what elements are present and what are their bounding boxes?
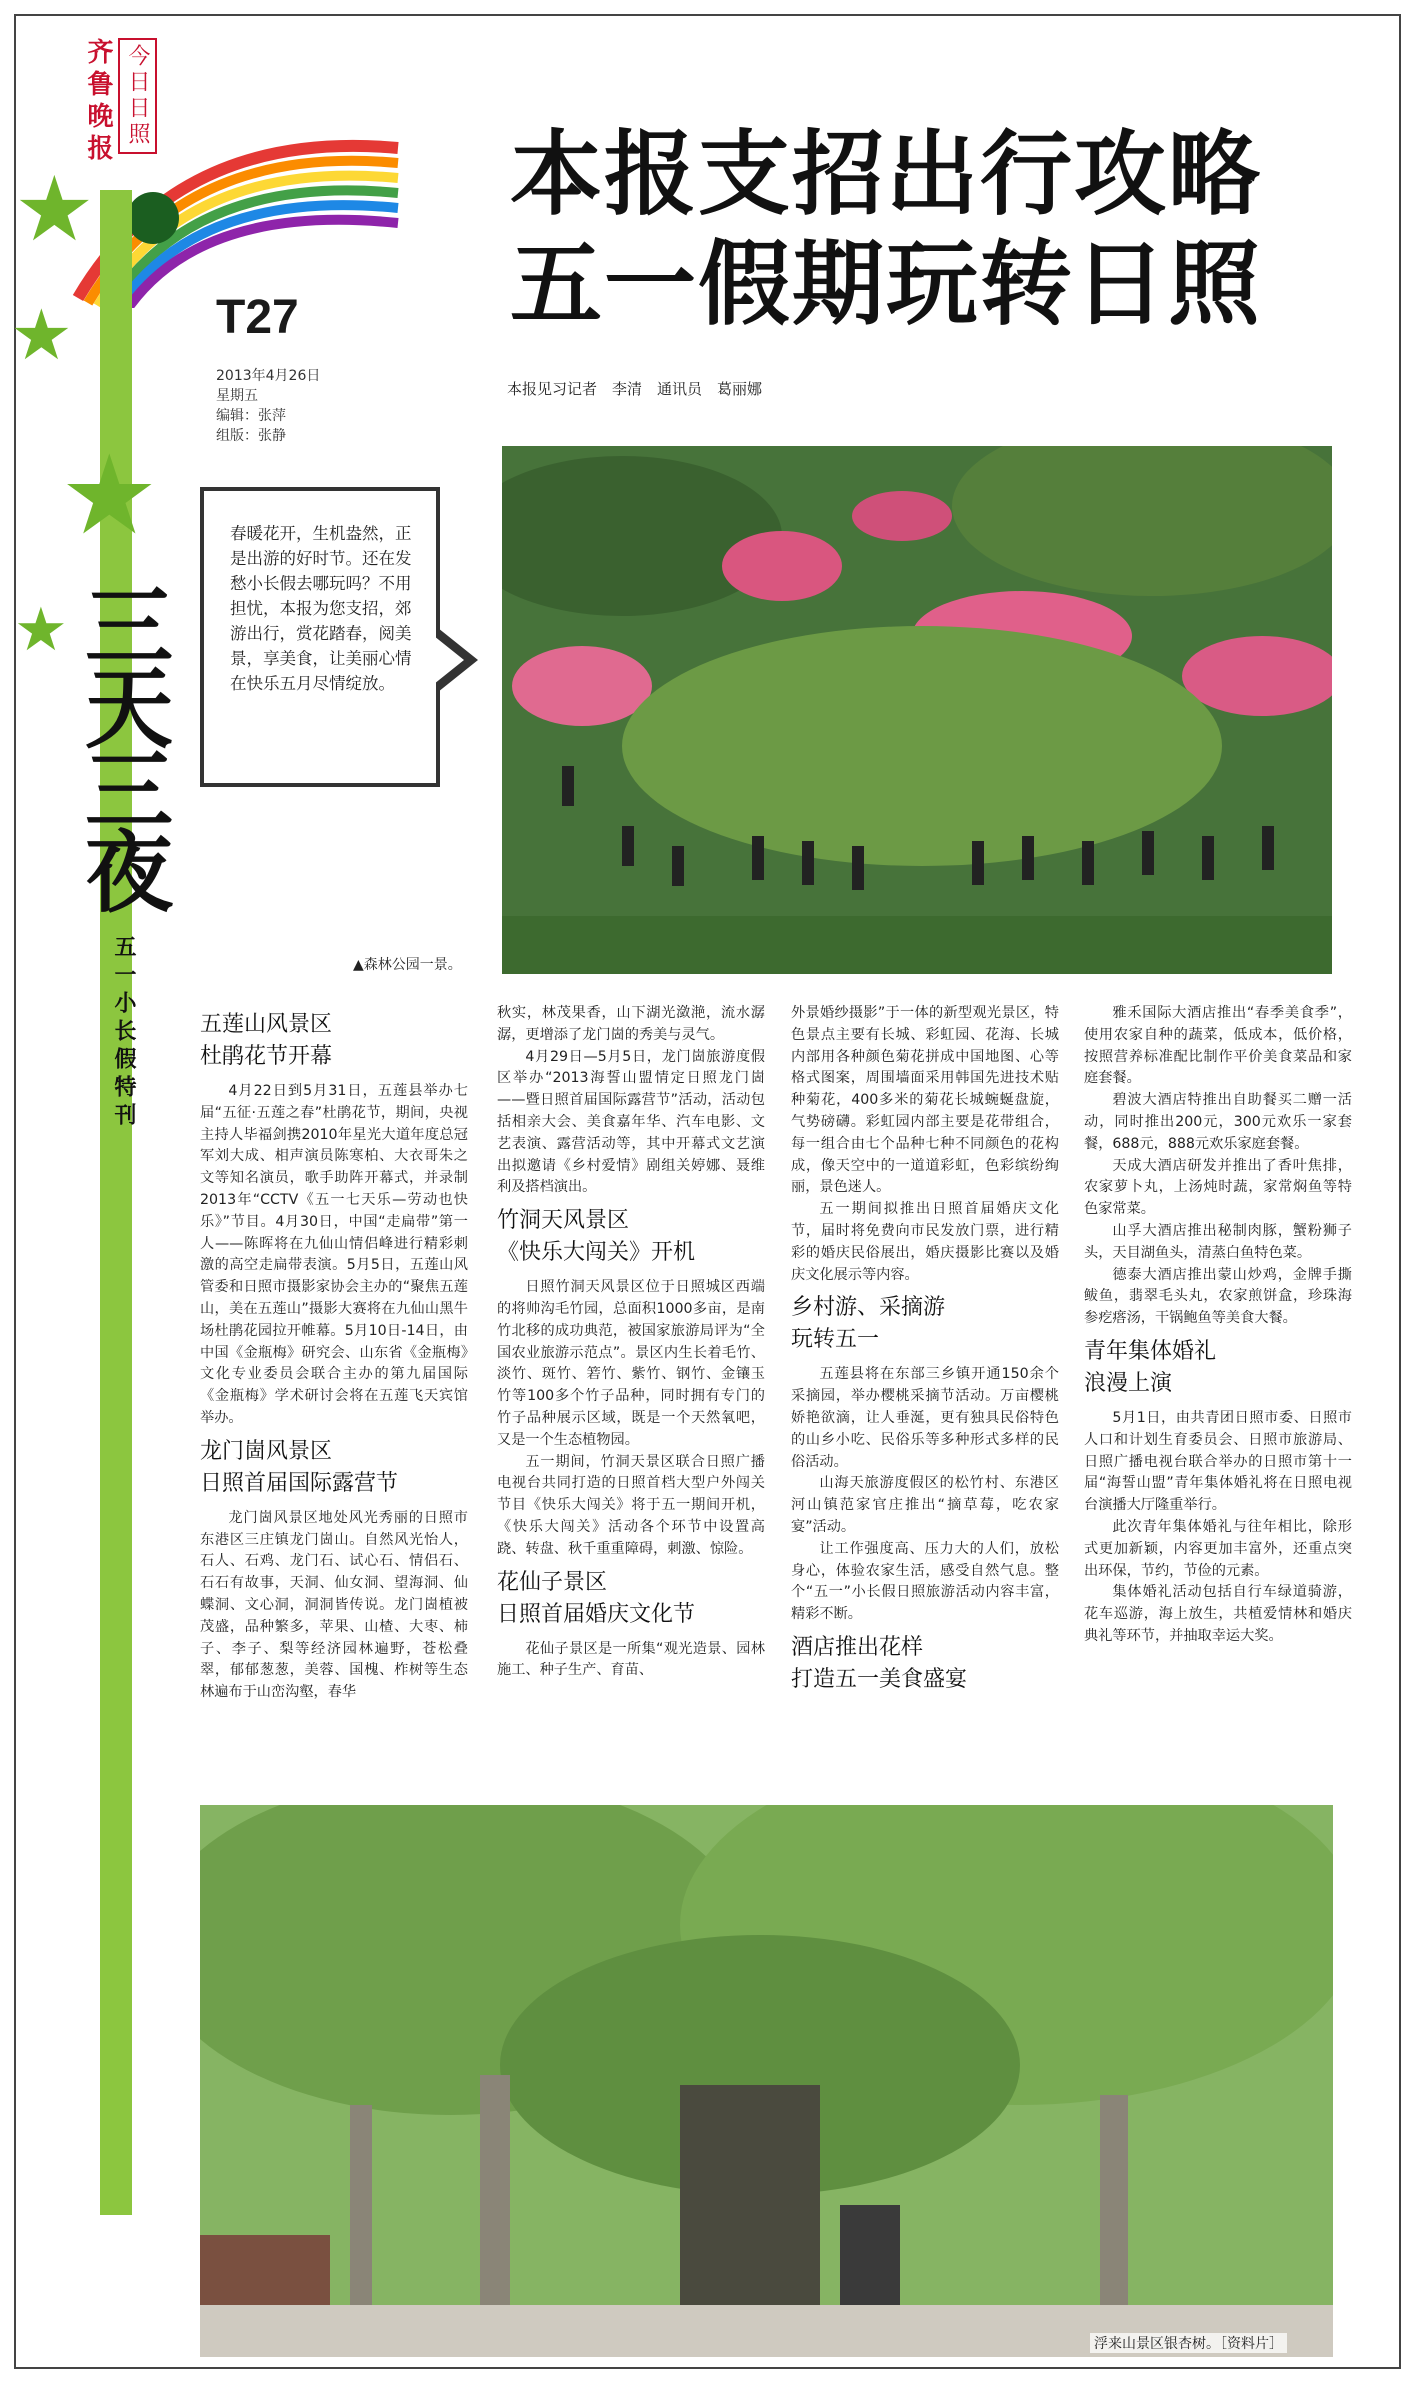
paragraph: 秋实，林茂果香，山下湖光潋滟，流水潺潺，更增添了龙门崮的秀美与灵气。 bbox=[497, 1005, 765, 1043]
page-meta bbox=[216, 366, 320, 446]
ginkgo-tree-image bbox=[200, 1805, 1333, 2357]
paragraph: 此次青年集体婚礼与往年相比，除形式更加新颖，内容更加丰富外，还重点突出环保，节约，节俭的元素。 bbox=[1084, 1518, 1352, 1579]
article-column-2 bbox=[497, 1003, 765, 1682]
section-heading bbox=[497, 1205, 765, 1269]
paragraph: 山海天旅游度假区的松竹村、东港区河山镇范家官庄推出“摘草莓，吃农家宴”活动。 bbox=[791, 1475, 1059, 1535]
paragraph: 4月29日—5月5日，龙门崮旅游度假区举办“2013海誓山盟情定日照龙门崮——暨日照首届国际露营节”活动，活动包括相亲大会、美食嘉年华、汽车电影、文艺表演、露营活动等，其中开幕式文艺演出拟邀请《乡村爱情》剧组关婷娜、聂维利及搭档演出。 bbox=[497, 1048, 765, 1196]
heading-line: 打造五一美食盛宴 bbox=[791, 1666, 968, 1692]
paragraph: 龙门崮风景区地处风光秀丽的日照市东港区三庄镇龙门崮山。自然风光怡人，石人、石鸡、龙门石、试心石、情侣石、石石有故事，天洞、仙女洞、望海洞、仙蝶洞、文心洞，洞洞皆传说。龙门崮植被茂盛，品种繁多，苹果、山楂、大枣、柿子、李子、梨等经济园林遍野，苍松叠翠，郁郁葱葱，美蓉、国槐、柞树等生态林遍布于山峦沟壑，春华 bbox=[200, 1509, 468, 1701]
section-tag: 今日日照 bbox=[118, 38, 157, 154]
issue-date: 2013年4月26日 bbox=[216, 368, 321, 384]
star-icon: ★ bbox=[14, 595, 68, 665]
byline: 本报见习记者 李清 通讯员 葛丽娜 bbox=[507, 380, 763, 398]
star-icon: ★ bbox=[10, 294, 73, 376]
star-icon: ★ bbox=[60, 431, 159, 559]
headline bbox=[510, 120, 1262, 340]
forest-park-photo bbox=[502, 446, 1332, 974]
paragraph: 4月22日到5月31日，五莲县举办七届“五征·五莲之春”杜鹃花节，期间，央视主持人毕福剑携2010年星光大道年度总冠军刘大成、相声演员陈寒柏、大衣哥朱之文等知名演员，歌手助阵开幕式，并录制2013年“CCTV《五一七天乐—劳动也快乐》”节目。4月30日，中国“走扁带”第一人——陈晖将在九仙山情侣峰进行精彩刺激的高空走扁带表演。5月5日，五莲山风管委和日照市摄影家协会主办的“聚焦五莲山，美在五莲山”摄影大赛将在九仙山黑牛场杜鹃花园拉开帷幕。5月10日-14日，由中国《金瓶梅》研究会、山东省《金瓶梅》文化专业委员会联合主办的第九届国际《金瓶梅》学术研讨会将在五莲飞天宾馆举办。 bbox=[200, 1083, 468, 1426]
paragraph: 碧波大酒店特推出自助餐买二赠一活动，同时推出200元，300元欢乐一家套餐，688元，888元欢乐家庭套餐。 bbox=[1084, 1092, 1352, 1152]
heading-line: 日照首届婚庆文化节 bbox=[497, 1601, 696, 1627]
section-heading bbox=[1084, 1336, 1352, 1400]
top-photo-caption: ▲森林公园一景。 bbox=[353, 957, 462, 973]
heading-line: 日照首届国际露营节 bbox=[200, 1470, 399, 1496]
paper-name: 齐鲁晚报 bbox=[83, 38, 113, 166]
intro-box bbox=[200, 487, 440, 787]
paragraph: 山孚大酒店推出秘制肉豚，蟹粉狮子头，天目湖鱼头，清蒸白鱼特色菜。 bbox=[1084, 1222, 1352, 1261]
heading-line: 青年集体婚礼 bbox=[1084, 1338, 1217, 1364]
feature-vertical-title: 三天三夜 bbox=[71, 580, 175, 908]
page-number: T27 bbox=[216, 291, 299, 344]
section-heading bbox=[200, 1009, 468, 1073]
heading-line: 杜鹃花节开幕 bbox=[200, 1044, 333, 1069]
heading-line: 《快乐大闯关》开机 bbox=[497, 1240, 696, 1266]
heading-line: 五莲山风景区 bbox=[200, 1012, 333, 1037]
feature-vertical-subtitle: 五一小长假特刊 bbox=[111, 935, 136, 1131]
paragraph: 花仙子景区是一所集“观光造景、园林施工、种子生产、育苗、 bbox=[497, 1640, 765, 1679]
issue-weekday: 星期五 bbox=[216, 388, 258, 404]
paragraph: 让工作强度高、压力大的人们，放松身心，体验农家生活，感受自然气息。整个“五一”小长假日照旅游活动内容丰富，精彩不断。 bbox=[791, 1540, 1059, 1623]
section-heading bbox=[497, 1567, 765, 1631]
ginkgo-tree-photo bbox=[200, 1805, 1333, 2357]
speech-bubble-tail-inner bbox=[424, 628, 464, 692]
section-heading bbox=[791, 1632, 1059, 1696]
paragraph: 5月1日，由共青团日照市委、日照市人口和计划生育委员会、日照市旅游局、日照广播电视台联合举办的日照市第十一届“海誓山盟”青年集体婚礼将在日照电视台演播大厅隆重举行。 bbox=[1084, 1409, 1352, 1514]
bottom-photo-caption: 浮来山景区银杏树。［资料片］ bbox=[1090, 2333, 1287, 2353]
heading-line: 玩转五一 bbox=[791, 1327, 880, 1353]
section-heading bbox=[791, 1292, 1059, 1356]
article-column-4 bbox=[1084, 1003, 1352, 1648]
paragraph: 德泰大酒店推出蒙山炒鸡，金牌手撕鲅鱼，翡翠毛头丸，农家煎饼盒，珍珠海参疙瘩汤，干锅鲍鱼等美食大餐。 bbox=[1084, 1266, 1352, 1327]
heading-line: 花仙子景区 bbox=[497, 1569, 608, 1595]
editor-credit: 编辑：张萍 bbox=[216, 408, 286, 424]
paragraph: 外景婚纱摄影”于一体的新型观光景区，特色景点主要有长城、彩虹园、花海、长城内部用各种颜色菊花拼成中国地图、心等格式图案，周围墙面采用韩国先进技术贴种菊花，400多米的菊花长城蜿蜒盘旋，气势磅礴。彩虹园内部主要是花带组合，每一组合由七个品种七种不同颜色的花构成，像天空中的一道道彩虹，色彩缤纷绚丽，景色迷人。 bbox=[791, 1005, 1059, 1196]
paragraph: 五一期间，竹洞天景区联合日照广播电视台共同打造的日照首档大型户外闯关节目《快乐大闯关》将于五一期间开机，《快乐大闯关》活动各个环节中设置高跷、转盘、秋千重重障碍，刺激、惊险。 bbox=[497, 1453, 765, 1557]
article-column-1 bbox=[200, 1003, 468, 1704]
heading-line: 竹洞天风景区 bbox=[497, 1208, 630, 1234]
paragraph: 日照竹洞天风景区位于日照城区西端的将帅沟毛竹园，总面积1000多亩，是南竹北移的成功典范，被国家旅游局评为“全国农业旅游示范点”。景区内生长着毛竹、淡竹、斑竹、箬竹、紫竹、钢竹、金镶玉竹等100多个竹子品种，同时拥有专门的竹子品种展示区域，既是一个天然氧吧，又是一个生态植物园。 bbox=[497, 1279, 765, 1448]
paragraph: 雅禾国际大酒店推出“春季美食季”，使用农家自种的蔬菜，低成本，低价格，按照营养标准配比制作平价美食菜品和家庭套餐。 bbox=[1084, 1005, 1352, 1087]
forest-park-image bbox=[502, 446, 1332, 974]
paragraph: 天成大酒店研发并推出了香叶焦排，农家萝卜丸，上汤炖时蔬，家常焖鱼等特色家常菜。 bbox=[1084, 1157, 1352, 1218]
article-column-3 bbox=[791, 1003, 1059, 1704]
section-heading bbox=[200, 1436, 468, 1500]
heading-line: 酒店推出花样 bbox=[791, 1634, 924, 1660]
heading-line: 乡村游、采摘游 bbox=[791, 1295, 946, 1321]
heading-line: 龙门崮风景区 bbox=[200, 1438, 333, 1464]
heading-line: 浪漫上演 bbox=[1084, 1370, 1173, 1396]
paragraph: 五一期间拟推出日照首届婚庆文化节，届时将免费向市民发放门票，进行精彩的婚庆民俗展出，婚庆摄影比赛以及婚庆文化展示等内容。 bbox=[791, 1201, 1059, 1283]
headline-line-1: 本报支招出行攻略 bbox=[510, 121, 1263, 228]
layout-credit: 组版：张静 bbox=[216, 428, 286, 444]
paragraph: 五莲县将在东部三乡镇开通150余个采摘园，举办樱桃采摘节活动。万亩樱桃娇艳欲滴，让人垂涎，更有独具民俗特色的山乡小吃、民俗乐等多种形式多样的民俗活动。 bbox=[791, 1366, 1059, 1470]
intro-text: 春暖花开，生机盎然，正是出游的好时节。还在发愁小长假去哪玩吗？不用担忧，本报为您支招，郊游出行，赏花踏春，阅美景，享美食，让美丽心情在快乐五月尽情绽放。 bbox=[230, 524, 412, 693]
star-icon: ★ bbox=[14, 157, 95, 262]
paragraph: 集体婚礼活动包括自行车绿道骑游，花车巡游，海上放生，共植爱情林和婚庆典礼等环节，并抽取幸运大奖。 bbox=[1084, 1584, 1352, 1644]
headline-line-2: 五一假期玩转日照 bbox=[510, 231, 1263, 338]
